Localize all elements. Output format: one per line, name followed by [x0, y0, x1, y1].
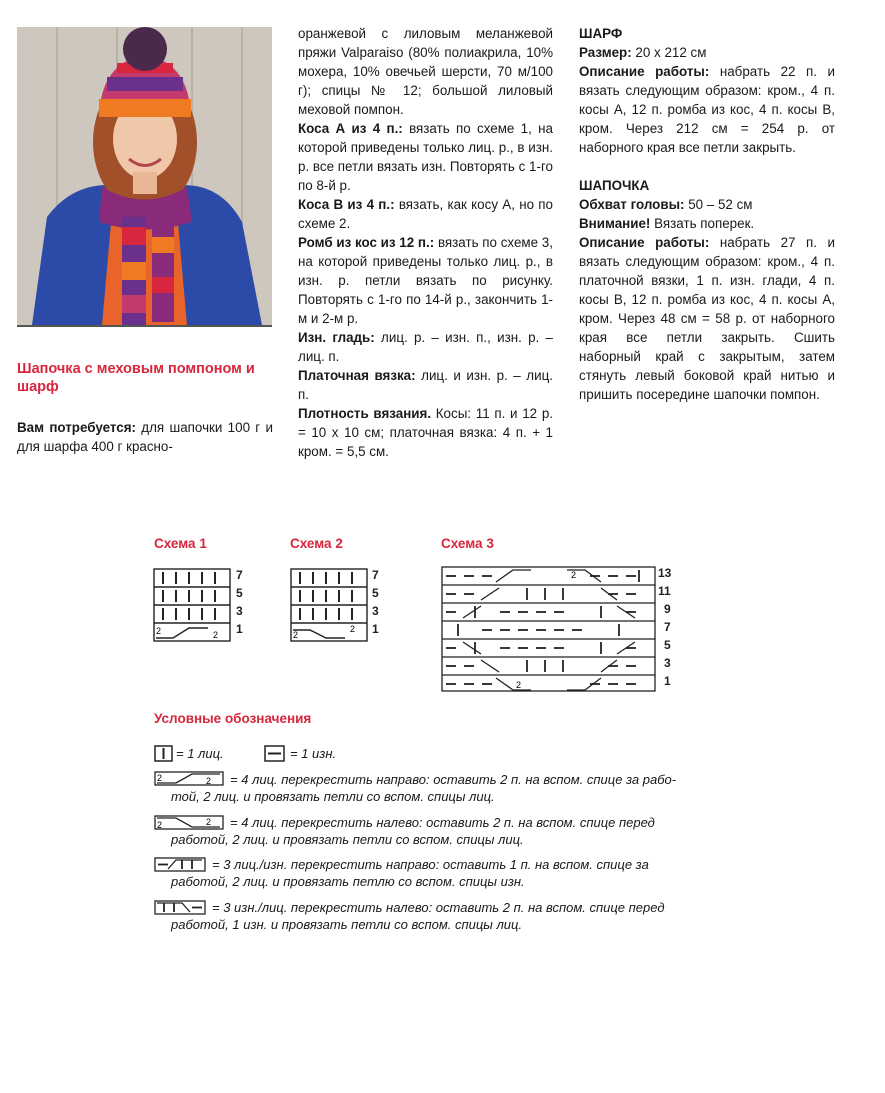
legend-purl: = 1 изн. [290, 746, 337, 761]
svg-text:2: 2 [157, 773, 163, 783]
scheme3-grid [441, 566, 657, 694]
scarf-heading: ШАРФ [579, 26, 623, 41]
needs-text: для шапочки 100 г и для шарфа 400 г красно- [17, 420, 273, 454]
legend-purl-knit-left-line1: = 3 изн./лиц. перекрестить налево: оставить 2 п. на вспом. спице перед [212, 900, 665, 915]
purl-symbol-icon [264, 745, 286, 763]
needs-label: Вам потребуется: [17, 420, 136, 435]
svg-text:2: 2 [206, 776, 212, 786]
scheme3-title: Схема 3 [441, 536, 494, 551]
svg-text:2: 2 [571, 570, 577, 580]
legend-title: Условные обозначения [154, 711, 312, 726]
svg-text:2: 2 [516, 680, 522, 690]
paragraph: Изн. гладь: лиц. р. – изн. п., изн. р. – лиц. п. [298, 330, 553, 364]
scheme3-row-label: 11 [658, 584, 671, 598]
article-title: Шапочка с меховым помпоном и шарф [17, 361, 255, 395]
scheme1-grid [153, 568, 233, 644]
hat-note: Внимание! Вязать поперек. [579, 216, 755, 231]
scheme3-row-label: 9 [664, 602, 671, 616]
scheme2-row-label: 7 [372, 568, 379, 582]
legend-knit: = 1 лиц. [176, 746, 224, 761]
scheme3-row-label: 3 [664, 656, 671, 670]
knit-purl-cross-right-icon [154, 857, 208, 873]
svg-text:2: 2 [293, 630, 299, 640]
scarf-description: Описание работы: набрать 22 п. и вязать следующим образом: кром., 4 п. косы А, 12 п. ромба из кос, 4 п. косы В, кром. Через 212 см = 254 р. от наборного края все петли закрыть. [579, 64, 835, 155]
paragraph: оранжевой с лиловым меланжевой пряжи Valparaiso (80% полиакрила, 10% мохера, 10% овечьей шерсти, 70 м/100 г); спицы № 12; большой лиловый меховой помпон. [298, 26, 553, 117]
paragraph: Плотность вязания. Косы: 11 п. и 12 р. = 10 х 10 см; платочная вязка: 4 п. + 1 кром. = 5,5 см. [298, 406, 553, 459]
svg-text:2: 2 [213, 630, 219, 640]
hat-size: Обхват головы: 50 – 52 см [579, 197, 753, 212]
scheme3-row-label: 7 [664, 620, 671, 634]
knit-symbol-icon [154, 745, 174, 763]
paragraph: Коса А из 4 п.: вязать по схеме 1, на которой приведены только лиц. р., в изн. р. все петли вязать изн. Повторять с 1-го по 8-й р. [298, 121, 553, 193]
scheme2-title: Схема 2 [290, 536, 343, 551]
svg-text:2: 2 [206, 817, 212, 827]
materials-paragraph [17, 418, 273, 456]
hat-description: Описание работы: набрать 27 п. и вязать следующим образом: кром., 4 п. платочной вязки, 1 п. изн. глади, 4 п. косы В, 12 п. ромба из кос, 4 п. косы А, кром. Через 48 см = 58 р. от наборного края все петли закрыть. Сшить наборный край с закрытым, затем стянуть левый боковой край нитью и пришить посередине шапочки помпон. [579, 235, 835, 402]
cross-right-symbol-icon [154, 771, 226, 787]
legend-knit-purl-right-line1: = 3 лиц./изн. перекрестить направо: оставить 1 п. на вспом. спице за [212, 857, 649, 872]
scheme1-row-label: 5 [236, 586, 243, 600]
purl-knit-cross-left-icon [154, 900, 208, 916]
legend-cross-right-line1: = 4 лиц. перекрестить направо: оставить 2 п. на вспом. спице за рабо- [230, 772, 677, 787]
legend-cross-right-line2: той, 2 лиц. и провязать петли со вспом. спицы лиц. [171, 789, 495, 804]
svg-text:2: 2 [157, 820, 163, 830]
scheme2-row-label: 5 [372, 586, 379, 600]
scheme2-grid [290, 568, 370, 644]
scheme1-row-label: 7 [236, 568, 243, 582]
legend-knit-purl-right-line2: работой, 2 лиц. и провязать петлю со вспом. спицы изн. [171, 874, 525, 889]
hat-heading: ШАПОЧКА [579, 178, 650, 193]
scheme2-row-label: 3 [372, 604, 379, 618]
scarf-size: Размер: 20 х 212 см [579, 45, 707, 60]
legend-cross-left-line2: работой, 2 лиц. и провязать петли со вспом. спицы лиц. [171, 832, 524, 847]
scheme1-row-label: 3 [236, 604, 243, 618]
instructions-column [298, 24, 553, 461]
legend-purl-knit-left-line2: работой, 1 изн. и провязать петли со вспом. спицы лиц. [171, 917, 523, 932]
paragraph: Платочная вязка: лиц. и изн. р. – лиц. п. [298, 368, 553, 402]
paragraph: Коса В из 4 п.: вязать, как косу А, но по схеме 2. [298, 197, 554, 231]
scheme3-row-label: 5 [664, 638, 671, 652]
scarf-hat-column [579, 24, 835, 404]
legend-cross-left-line1: = 4 лиц. перекрестить налево: оставить 2 п. на вспом. спице перед [230, 815, 655, 830]
photo-illustration [17, 27, 272, 325]
scheme3-row-label: 13 [658, 566, 672, 580]
model-photo [17, 27, 272, 327]
svg-text:2: 2 [156, 626, 162, 636]
scheme1-title: Схема 1 [154, 536, 207, 551]
paragraph: Ромб из кос из 12 п.: вязать по схеме 3, на которой приведены только лиц. р., в изн. р. петли вязать по рисунку. Повторять с 1-го по 14-й р., закончить 1-м и 2-м р. [298, 235, 553, 326]
scheme2-row-label: 1 [372, 622, 379, 636]
scheme1-row-label: 1 [236, 622, 243, 636]
svg-text:2: 2 [350, 624, 356, 634]
scheme3-row-label: 1 [664, 674, 671, 688]
cross-left-symbol-icon [154, 815, 226, 831]
